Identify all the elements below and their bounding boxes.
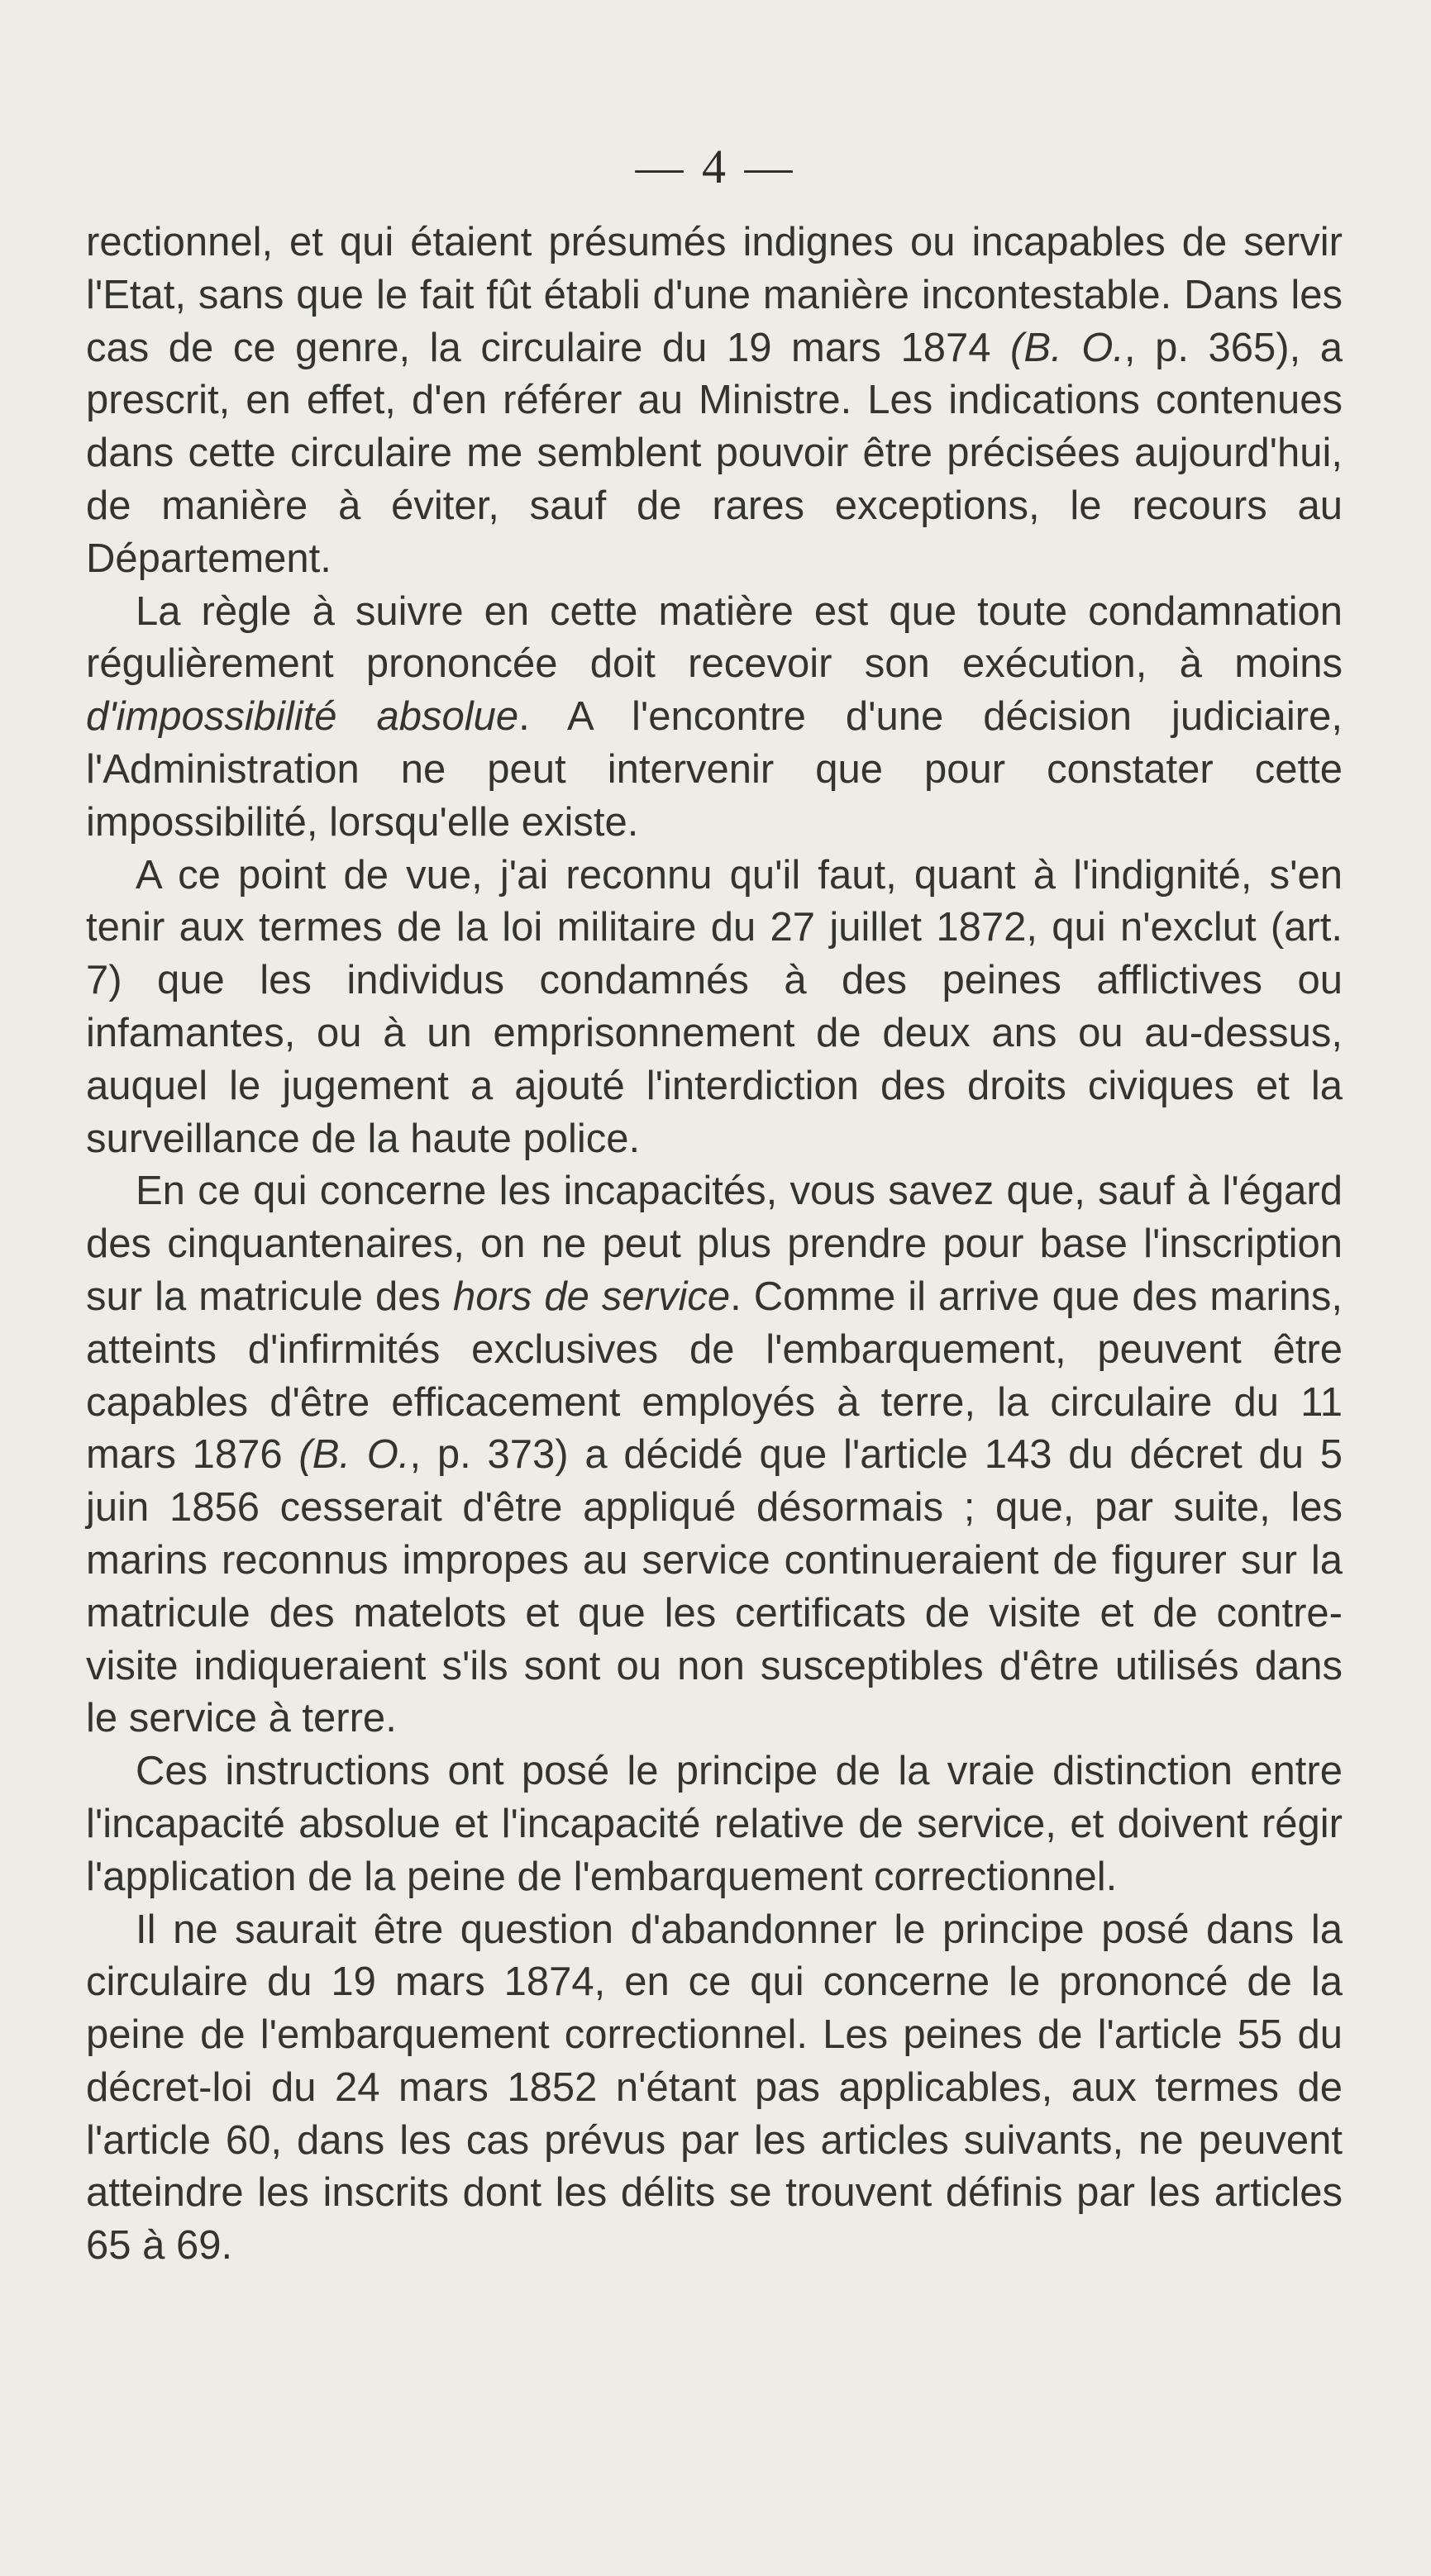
paragraph <box>86 1745 1343 1903</box>
text-run: La règle à suivre en cette matière est que toute condamnation régulièrement prononcée doit recevoir son exécution, à moins <box>86 588 1343 687</box>
text-run: , p. 373) a décidé que l'article 143 du décret du 5 juin 1856 cesserait d'être appliqué désormais ; que, par suite, les marins reconnus impropes au service continueraient de figurer sur la matricule des matelots et que les certificats de visite et de contre-visite indiqueraient s'ils sont ou non susceptibles d'être utilisés dans le service à terre. <box>86 1432 1343 1741</box>
page-number-header: — 4 — <box>635 140 796 193</box>
text-run: A ce point de vue, j'ai reconnu qu'il faut, quant à l'indignité, s'en tenir aux termes de la loi militaire du 27 juillet 1872, qui n'exclut (art. 7) que les individus condamnés à des peines afflictives ou infamantes, ou à un emprisonnement de deux ans ou au-dessus, auquel le jugement a ajouté l'interdiction des droits civiques et la surveillance de la haute police. <box>86 852 1343 1161</box>
italic-text: (B. O. <box>1010 325 1124 370</box>
italic-text: (B. O. <box>298 1432 410 1478</box>
paragraph <box>86 217 1343 586</box>
text-run: . Comme il arrive que des marins, atteints d'infirmités exclusives de l'embarquement, peuvent être capables d'être efficacement employés à terre, la circulaire du 11 mars 1876 <box>86 1274 1343 1478</box>
text-run: Ces instructions ont posé le principe de la vraie distinction entre l'incapacité absolue et l'incapacité relative de service, et doivent régir l'application de la peine de l'embarquement correctionnel. <box>86 1749 1343 1899</box>
text-run: Il ne saurait être question d'abandonner le principe posé dans la circulaire du 19 mars 1874, en ce qui concerne le prononcé de la peine de l'embarquement correctionnel. Les peines de l'article 55 du décret-loi du 24 mars 1852 n'étant pas applicables, aux termes de l'article 60, dans les cas prévus par les articles suivants, ne peuvent atteindre les inscrits dont les délits se trouvent définis par les articles 65 à 69. <box>86 1907 1343 2269</box>
text-run: . A l'encontre d'une décision judiciaire, l'Administration ne peut intervenir que pour constater cette impossibilité, lorsqu'elle existe. <box>86 694 1343 845</box>
paragraph <box>86 586 1343 850</box>
paragraph <box>86 1904 1343 2274</box>
text-run: , p. 365), a prescrit, en effet, d'en référer au Ministre. Les indications contenues dans cette circulaire me semblent pouvoir être précisées aujourd'hui, de manière à éviter, sauf de rares exceptions, le recours au Département. <box>86 325 1343 581</box>
paragraph <box>86 1165 1343 1745</box>
italic-text: d'impossibilité absolue <box>86 694 519 740</box>
italic-text: hors de service <box>453 1274 731 1319</box>
text-run: rectionnel, et qui étaient présumés indignes ou incapables de servir l'Etat, sans que le fait fût établi d'une manière incontestable. Dans les cas de ce genre, la circulaire du 19 mars 1874 <box>86 220 1343 370</box>
paragraph <box>86 850 1343 1166</box>
document-body <box>86 217 1343 2273</box>
text-run: En ce qui concerne les incapacités, vous savez que, sauf à l'égard des cinquantenaires, on ne peut plus prendre pour base l'inscription sur la matricule des <box>86 1169 1343 1319</box>
